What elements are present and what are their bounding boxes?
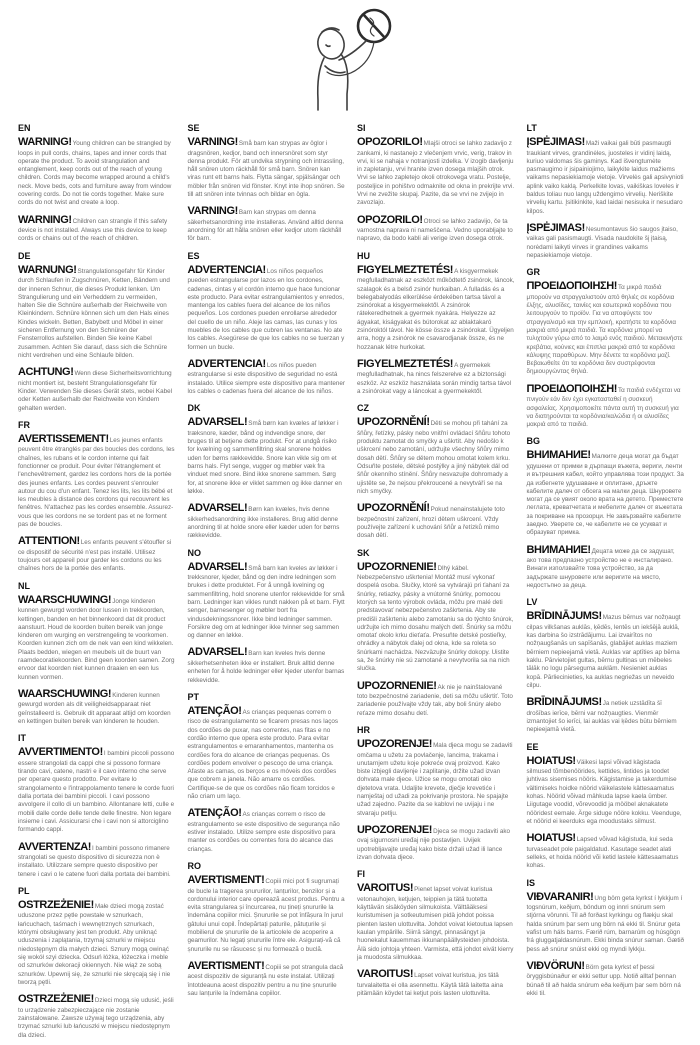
warning-paragraph bbox=[357, 679, 515, 718]
language-code: CZ bbox=[357, 403, 369, 414]
warning-paragraph bbox=[357, 823, 515, 862]
warning-paragraph bbox=[357, 135, 515, 208]
warning-text: Los niños pueden estrangularse si este dispositivo de seguridad no está instalado. Utilice siempre este dispositivo para mantener los cables o cadenas fuera del alcance de los niños. bbox=[187, 361, 345, 395]
language-code: BG bbox=[526, 436, 540, 447]
language-section-lt bbox=[527, 123, 685, 260]
language-code: SK bbox=[357, 547, 370, 558]
warning-text: Los niños pequeños pueden estrangularse por lazos en los cordones, cadenas, cintas y el cordón interno que hace funcionar este producto. Para evitar estrangulamientos y enredos, mantenga los cables fuera del alcance de los niños pequeños. Los cordones pueden enrollarse alrededor del cuello de un niño. Aleje las camas, las cunas y los muebles de los cables que cubren las ventanas. No ate los cables. Asegúrese de que los cables no se tuerzan y formen un bucle. bbox=[187, 267, 345, 351]
warning-text: Ja netiek uzstādīta šī drošības ierīce, bērni var nožņaugties. Vienmēr izmantojiet šo ierīci, lai auklas vai ķēdes būtu bērniem nepieejamā vietā. bbox=[526, 700, 677, 734]
language-code: ES bbox=[187, 250, 200, 261]
warning-paragraph bbox=[18, 745, 176, 834]
warning-text: Ak nie je nainštalované toto bezpečnostné zariadenie, deti sa môžu uškrtiť. Toto zariadenie používajte vždy tak, aby boli šnúry alebo reťaze mimo dosahu detí. bbox=[357, 683, 513, 717]
warning-keyword: OSTRZEŻENIE! bbox=[18, 898, 94, 911]
warning-keyword: ATTENTION! bbox=[18, 535, 80, 548]
language-code: DK bbox=[187, 403, 201, 414]
warning-keyword: AVVERTIMENTO! bbox=[18, 746, 103, 759]
warning-keyword: ACHTUNG! bbox=[18, 366, 74, 379]
language-section-it bbox=[18, 733, 176, 879]
language-section-fr bbox=[18, 420, 176, 574]
warning-text: Strangulationsgefahr für Kinder durch Schlaufen in Zugschnüren, Ketten, Bändern und der inneren Schnur, die dieses Produkt lenken. Um Strangulierung und ein Verheddern zu vermeiden, halten Sie die Schnüre außerhalb der Reichweite von Kleinkindern. Schnüre können sich um den Hals eines Kindes wickeln. Betten, Babybett und Möbel in einer sicheren Entfernung von den Schnüren der Fensterrollos aufstellen. Binden Sie keine Kabel zusammen. Achten Sie darauf, dass sich die Schnüre nicht verdrehen und eine Schlaufe bilden. bbox=[18, 267, 170, 359]
warning-paragraph bbox=[527, 890, 685, 954]
warning-keyword: VAROITUS! bbox=[357, 968, 414, 981]
language-code: LT bbox=[526, 123, 537, 133]
warning-text: Τα μικρά παιδιά μπορούν να στραγγαλιστούν από θηλιές σε κορδόνια έλξης, αλυσίδες, ταινίες και εσωτερικά κορδόνια που λειτουργούν το προϊόν. Για να αποφύγετε τον στραγγαλισμό και την εμπλοκή, κρατήστε τα κορδόνια μακριά από μικρά παιδιά. Τα κορδόνια μπορεί να τυλιχτούν γύρω από το λαιμό ενός παιδιού. Μετακινήστε κρεβάτια, κούνιες και έπιπλα μακριά από τα κορδόνια κάλυψης παραθύρων. Μην δένετε τα κορδόνια μαζί. Βεβαιωθείτε ότι τα κορδόνια δεν συστρέφονται δημιουργώντας θηλιά. bbox=[526, 284, 683, 376]
warning-text: Mlajši otroci se lahko zadavijo z zankami, ki nastanejo z vlečenjem vrvic, verig, trakov in vrvi, ki se nahaja v notranjosti izdelka. V izogib davljenju in zapletanju, vrvi hranite izven dosega mlajših otrok. Vrvi se lahko zapletejo okoli otrokovega vratu. Postelje, posteljice in pohištvo odmaknite od okna in prekrijte vrvi. Vrvi ne zvežite skupaj. Pazite, da se vrvi ne zvijejo in zavozlajo. bbox=[357, 140, 515, 207]
warning-paragraph bbox=[188, 204, 346, 243]
warning-text: Young children can be strangled by loops in pull cords, chains, tapes and inner cords that operate the product. To avoid strangulation and entanglement, keep cords out of the reach of young children. Cords may become wrapped around a child's neck. Move beds, cots and furniture away from window covering cords. Do not tie cords together. Make sure cords do not twist and create a loop. bbox=[18, 140, 172, 207]
warning-text: Mala djeca mogu se zadaviti omčama u užetu za povlačenje, lancima, trakama i unutarnjem užetu koje pokreće ovaj proizvod. Kako biste izbjegli davljenje i zaplitanje, držite užad izvan dohvata male djece. Užice se mogu omotati oko djetetova vrata. Udaljite krevete, dječje krevetiće i namještaj od užadi za pokrivanje prostora. Ne spajajte užad zajedno. Pazite da se kablovi ne uvijaju i ne stvaraju petlju. bbox=[357, 742, 513, 817]
warning-text: Lapsed võivad kägistuda, kui seda turvaseadet pole paigaldatud. Kasutage seadet alati selleks, et hoida nöörid või ketid lastele kättesaamatus kohas. bbox=[526, 836, 679, 870]
warning-text: Djeca se mogu zadaviti ako ovaj sigurnosni uređaj nije postavljen. Uvijek upotrebljavajte uređaj kako biste držali užad ili lance izvan dohvata djece. bbox=[357, 827, 511, 862]
warning-paragraph bbox=[527, 695, 685, 734]
language-code: NL bbox=[18, 580, 30, 591]
language-code: IS bbox=[526, 877, 536, 888]
warning-keyword: AVVERTENZA! bbox=[18, 840, 92, 853]
warning-paragraph bbox=[527, 448, 685, 537]
warning-keyword: UPOZORENJE! bbox=[357, 738, 433, 751]
warning-text: Copiii se pot strangula dacă acest dispozitiv de siguranță nu este instalat. Utilizați întotdeauna acest dispozitiv pentru a nu ține șnururile sau lanțurile la îndemâna copiilor. bbox=[187, 963, 344, 998]
warning-paragraph bbox=[527, 959, 685, 998]
warning-paragraph bbox=[527, 221, 685, 260]
language-grid bbox=[0, 114, 700, 1045]
language-code: LV bbox=[526, 597, 538, 608]
warning-paragraph bbox=[357, 415, 515, 496]
warning-keyword: ADVERTENCIA! bbox=[187, 263, 266, 276]
warning-paragraph bbox=[18, 534, 176, 573]
warning-text: Mazus bērnus var nožņaugt cilpas vilkšanas auklās, ķēdēs, lentēs un iekšējā auklā, kas darbina šo izstrādājumu. Lai izvairītos no nožņaugšanās un sapīšanās, glabājiet auklas maziem bērniem nepieejamā vietā. Auklas var aptīties ap bērna kaklu. Pārvietojiet gultas, bērnu gultiņas un mēbeles tālāk no logu pārseguma auklām. Nesieniet auklas kopā. Pārliecinieties, ka auklas negriežas un neveido cilpu. bbox=[526, 614, 681, 689]
warning-text: Lapset voivat kuristua, jos tätä turvalaitetta ei olla asennettu. Käytä tätä laitetta aina pitämään köydet tai ketjut pois lasten ulottuvilta. bbox=[357, 972, 503, 998]
warning-paragraph bbox=[357, 357, 515, 396]
warning-column bbox=[527, 116, 685, 1003]
warning-paragraph bbox=[357, 737, 515, 818]
warning-text: As crianças pequenas correm o risco de estrangulamento se ficarem presas nos laços dos cordões de puxar, nas correntes, nas fitas e no cordão interno que opera este produto. Para evitar estrangulamentos e emaranhamentos, mantenha os cordões fora do alcance de crianças pequenas. Os cordões podem envolver o pescoço de uma criança. Afaste as camas, os berços e os móveis dos cordões que cobrem a janela. Não amarre os cordões. Certifique-se de que os cordões não ficam torcidos e não criam um laço. bbox=[187, 708, 338, 801]
language-code: PT bbox=[187, 691, 200, 702]
language-section-no bbox=[188, 548, 346, 685]
warning-paragraph bbox=[357, 967, 515, 998]
warning-paragraph bbox=[357, 501, 515, 540]
warning-keyword: AVERTISMENT! bbox=[187, 959, 265, 972]
warning-keyword: HOIATUS! bbox=[526, 832, 576, 845]
warning-keyword: BRĪDINĀJUMS! bbox=[526, 696, 602, 709]
warning-keyword: WARNUNG! bbox=[18, 263, 77, 276]
warning-text: Små børn kan kvæles af løkker i træksnore, kæder, bånd og indvendige snore, der bruges til at betjene dette produkt. For at undgå risiko for kvælning og sammenfiltring skal snorene holdes uden for børns rækkevidde. Snore kan vikle sig om et barns hals. Flyt senge, vugger og møbler væk fra vinduet med snore. Bind ikke snorene sammen. Sørg for, at snorene ikke er viklet sammen og ikke danner en løkke. bbox=[187, 420, 342, 495]
warning-text: Ung börn geta kyrkst í lykkjum í togsnúrum, keðjum, böndum og innri snúrum sem stjórna vörunni. Til að forðast kyrkingu og flækju skal halda snúrum þar sem ung börn ná ekki til. Snúrur geta vafist um háls barns. Færið rúm, barnarúm og húsgögn frá gluggatjaldasnúrum. Ekki binda snúrur saman. Gætið þess að snúrur snúist ekki og myndi lykkju. bbox=[526, 894, 685, 953]
warning-paragraph bbox=[18, 992, 176, 1040]
warning-text: Les enfants peuvent s'étouffer si ce dispositif de sécurité n'est pas installé. Utilisez toujours cet appareil pour garder les cordons ou les chaînes hors de la portée des enfants. bbox=[18, 539, 172, 573]
warning-keyword: WARNING! bbox=[18, 213, 72, 226]
language-section-is bbox=[527, 878, 685, 999]
warning-keyword: ADVARSEL! bbox=[187, 646, 248, 659]
warning-keyword: VAROITUS! bbox=[357, 882, 414, 895]
language-section-es bbox=[188, 251, 346, 397]
language-code: IT bbox=[18, 733, 26, 744]
warning-keyword: ADVARSEL! bbox=[187, 502, 248, 515]
warning-keyword: VARNING! bbox=[187, 205, 238, 218]
language-section-si bbox=[357, 123, 515, 244]
warning-text: Børn kan kvæles, hvis denne sikkerhedsanordning ikke installeres. Brug altid denne anordning til at holde snore eller kæder uden for børns rækkevidde. bbox=[187, 506, 340, 540]
warning-paragraph bbox=[527, 279, 685, 376]
warning-keyword: UPOZORENJE! bbox=[357, 823, 433, 836]
warning-column bbox=[18, 116, 176, 1045]
warning-paragraph bbox=[188, 501, 346, 540]
warning-keyword: VIÐVARANIR! bbox=[526, 890, 594, 903]
language-section-de bbox=[18, 251, 176, 413]
warning-text: Väikesi lapsi võivad kägistada silmused tõmbenöörides, kettides, lintides ja toodet juhtivas sisemises nööris. Kägistamise ja takerdumise vältimiseks hoidke nöörid väikelastele kättesaamatus kohas. Nöörid võivad mähkuda lapse kaela ümber. Liigutage voodid, võrevoodid ja mööbel aknakatete nööridest eemale. Ärge siduge nööre kokku. Veenduge, et nöörid ei keerduks ega moodustaks silmust. bbox=[526, 758, 682, 825]
warning-keyword: BRĪDINĀJUMS! bbox=[526, 610, 602, 623]
warning-text: Децата може да се задушат, ако това предпазно устройство не е инсталирано. Винаги използвайте това устройство, за да задържате шнуровете или веригите на място, недостъпно за деца. bbox=[526, 547, 675, 590]
warning-paragraph bbox=[357, 881, 515, 962]
warning-keyword: AVERTISMENT! bbox=[187, 874, 265, 887]
warning-paragraph bbox=[527, 382, 685, 430]
language-section-ro bbox=[188, 861, 346, 998]
language-code: SE bbox=[187, 123, 200, 133]
warning-keyword: ATENÇÃO! bbox=[187, 704, 242, 717]
warning-paragraph bbox=[188, 415, 346, 496]
warning-keyword: WARNING! bbox=[18, 136, 72, 148]
warning-text: A kisgyermekek megfulladhatnak az eszközt működtető zsinórok, láncok, szalagok és a belső zsinór hurkaiban. A fulladás és a belegabalyodás elkerülése érdekében tartsa távol a zsinórokat a kisgyermekektől. A zsinórok rátekeredhetnek a gyermek nyakára. Helyezze az ágyakat, kiságyakat és bútorokat az ablaktakaró zsinóroktól távol. Ne kösse össze a zsinórokat. Ügyeljen arra, hogy a zsinórok ne csavarodjanak össze, és ne hozzanak létre hurkokat. bbox=[357, 267, 515, 351]
warning-keyword: ΠΡΟΕΙΔΟΠΟΙΗΣΗ! bbox=[526, 382, 618, 395]
warning-text: Pokud nenainstalujete toto bezpečnostní zařízení, hrozí dětem uškrcení. Vždy používejte zařízení k uchování šňůr a řetízků mimo dosah dětí. bbox=[357, 506, 505, 540]
warning-keyword: ADVARSEL! bbox=[187, 560, 248, 573]
warning-paragraph bbox=[18, 365, 176, 413]
warning-text: Małe dzieci mogą zostać uduszone przez pętle powstałe w sznurkach, łańcuchach, taśmach i wewnętrznych sznurkach, którymi obsługiwany jest ten produkt. Aby uniknąć uduszenia i zaplątania, trzymaj sznurki w miejscu niedostępnym dla małych dzieci. Sznury mogą owinąć się wokół szyi dziecka. Odsuń łóżka, łóżeczka i meble od sznurków dekoracji okiennych. Nie wiąż ze sobą sznurków. Upewnij się, że sznurki nie skręcają się i nie tworzą pętli. bbox=[18, 902, 171, 986]
prohibition-icon bbox=[358, 10, 390, 42]
language-section-ee bbox=[527, 742, 685, 871]
warning-paragraph bbox=[527, 754, 685, 827]
warning-keyword: UPOZORNĚNÍ! bbox=[357, 502, 430, 515]
warning-keyword: ATENÇÃO! bbox=[187, 807, 242, 820]
warning-text: Kinderen kunnen gewurgd worden als dit veiligheidsapparaat niet geïnstalleerd is. Gebruik dit apparaat altijd om koorden en kettingen buiten bereik van kinderen te houden. bbox=[18, 691, 171, 726]
language-section-sk bbox=[357, 548, 515, 718]
warning-keyword: AVERTISSEMENT! bbox=[18, 432, 109, 445]
language-section-lv bbox=[527, 597, 685, 734]
language-code: SI bbox=[357, 123, 366, 133]
warning-paragraph bbox=[18, 432, 176, 529]
language-section-gr bbox=[527, 267, 685, 429]
warning-paragraph bbox=[18, 263, 176, 360]
warning-keyword: HOIATUS! bbox=[526, 754, 576, 767]
language-section-fi bbox=[357, 869, 515, 998]
warning-text: Dzieci mogą się udusić, jeśli to urządzenie zabezpieczające nie zostanie zainstalowane. Zawsze używaj tego urządzenia, aby trzymać sznurki lub łańcuszki w miejscu niedostępnym dla dzieci. bbox=[18, 997, 174, 1039]
warning-paragraph bbox=[188, 135, 346, 199]
language-code: GR bbox=[526, 267, 540, 278]
language-section-bg bbox=[527, 436, 685, 590]
hazard-illustration bbox=[0, 0, 700, 114]
warning-text: Barn kan kveles hvis denne sikkerhetsenheten ikke er installert. Bruk alltid denne enheten for å holde ledninger eller kjeder utenfor barnas rekkevidde. bbox=[187, 650, 345, 684]
language-code: HR bbox=[357, 725, 370, 736]
warning-paragraph bbox=[188, 560, 346, 641]
warning-paragraph bbox=[18, 898, 176, 987]
warning-text: Små barn kan kveles av løkker i trekksnorer, kjeder, bånd og den indre ledningen som brukes i dette produktet. For å unngå kvelning og sammenfiltring, hold snorene utenfor rekkevidde for små barn. Ledninger kan vikles rundt nakken på et barn. Flytt senger, barnesenger og møbler bort fra vindusdekningssnorer. Ikke bind ledninger sammen. Forsikre deg om at ledninger ikke tvinner seg sammen og danner en løkke. bbox=[187, 564, 345, 640]
warning-text: Maži vaikai gali būti pasmaugti traukiant virves, grandinėles, juosteles ir vidinį laidą, kuriuo valdomas šis gaminys. Kad išvengtumėte pasmaugimo ir įsipainiojimo, laikykite laidus mažiems vaikams nepasiekiamoje vietoje. Virvelės gali apsivynioti aplink vaiko kaklą. Perkelkite lovas, vaikiškas loveles ir baldus toliau nuo langų uždengimo virvelių. Neriškite virvelių kartu. Įsitikinkite, kad laidai nesisuka ir nesudaro kilpos. bbox=[526, 140, 684, 215]
warning-text: Les jeunes enfants peuvent être étranglés par des boucles des cordons, les chaînes, les rubans et le cordon interne qui fait fonctionner ce produit. Pour éviter l'étranglement et l'enchevêtrement, gardez les cordons hors de la portée des jeunes enfants. Les cordes peuvent s'enrouler autour du cou d'un enfant. Tenez les lits, les lits bébé et les meubles à distance des cordons qui recouvrent les fenêtres. N'attachez pas les cordes ensemble. Assurez-vous que les cordons ne se tordent pas et ne forment pas de boucles. bbox=[18, 436, 175, 529]
language-section-se bbox=[188, 123, 346, 244]
warning-keyword: ADVERTENCIA! bbox=[187, 357, 266, 370]
language-code: FI bbox=[357, 869, 365, 880]
language-code: EN bbox=[18, 123, 31, 133]
language-code: PL bbox=[18, 885, 30, 896]
warning-text: Pienet lapset voivat kuristua vetonauhojen, ketjujen, teippien ja tätä tuotetta käyttävän sisäköyden silmukoista. Välttääksesi kuristumisen ja sotkeutumisen pidä johdot poissa pienten lasten ulottuvilta. Johdot voivat kietoutua lapsen kaulan ympärille. Siirrä sängyt, pinnasängyt ja huonekalut kauemmas ikkunanpäällysteiden johdoista. Älä sido johtoja yhteen. Varmista, että johdot eivät kierry ja muodosta silmukkaa. bbox=[357, 886, 514, 961]
language-code: NO bbox=[187, 547, 201, 558]
warning-keyword: VARNING! bbox=[187, 136, 238, 148]
warning-text: I bambini piccoli possono essere strangolati da cappi che si possono formare tirando cavi, catene, nastri e il cavo interno che serve per operare questo prodotto. Per evitare lo strangolamento e l'intrappolamento tenere le corde fuori dalla portata dei bambini piccoli. I cavi possono avvolgere il collo di un bambino. Allontanare letti, culle e mobili dalle corde delle tende delle finestre. Non legare insieme i cavi. Assicurarsi che i cavi non si attorciglino formando cappi. bbox=[18, 750, 175, 834]
warning-paragraph bbox=[357, 560, 515, 674]
warning-keyword: ĮSPĖJIMAS! bbox=[526, 221, 585, 234]
warning-text: Jonge kinderen kunnen gewurgd worden door lussen in trekkoorden, kettingen, banden en het binnenkoord dat dit product aanstuurt. Houd de koorden buiten bereik van jonge kinderen om wurging en verstrengeling te voorkomen. Koorden kunnen zich om de nek van een kind wikkelen. Plaats bedden, wiegen en meubels uit de buurt van raamdecoratiekoorden. Bind geen koorden samen. Zorg ervoor dat koorden niet kunnen draaien en een lus kunnen vormen. bbox=[18, 597, 175, 681]
warning-paragraph bbox=[188, 704, 346, 801]
warning-paragraph bbox=[18, 687, 176, 726]
warning-text: Children can strangle if this safety device is not installed. Always use this device to keep cords or chains out of the reach of children. bbox=[18, 217, 168, 243]
warning-paragraph bbox=[357, 263, 515, 352]
warning-text: Děti se mohou při tahání za šňůry, řetízky, pásky nebo vnitřní ovládací šňůru tohoto produktu zamotat do smyčky a uškrtit. Aby nedošlo k uškrcení nebo zamotání, udržujte všechny šňůry mimo dosah dětí. Šňůry se dětem mohou omotat kolem krku. Odsuňte postele, dětské postýlky a jiný nábytek dál od šňůr okenního stínění. Šňůry nesvazujte dohromady a ujistěte se, že nejsou překroucené a nevytváří se na nich smyčky. bbox=[357, 420, 511, 495]
warning-paragraph bbox=[18, 840, 176, 879]
warning-text: Малките деца могат да бъдат удушени от примки в дърпащи въжета, вериги, ленти и вътрешния кабел, който управлява този продукт. За да избегнете удушаване и оплитане, дръжте кабелите далеч от обсега на малки деца. Шнуровете могат да се увият около врата на детето. Преместете леглата, креватчетата и мебелите далеч от въжетата за покриване на прозорци. Не завързвайте кабелите заедно. Уверете се, че кабелите не се усукват и образуват примка. bbox=[526, 453, 684, 537]
warning-keyword: UPOZORNENIE! bbox=[357, 679, 437, 692]
warning-text: Copiii mici pot fi sugrumați de bucle la tragerea șnururilor, lanțurilor, benzilor și a cordonului interior care operează acest produs. Pentru a evita strangularea și încurcarea, nu țineți șnururile la îndemâna copiilor mici. Șnururile se pot înfășura în jurul gâtului unui copil. Îndepărtați paturile, pătuțurile și mobilierul de șnururile de la articolele de acoperire a geamurilor. Nu legați șnururile între ele. Asigurați-vă că șnururile nu se răsucesc și nu formează o buclă. bbox=[187, 878, 345, 953]
warning-text: A gyermekek megfulladhatnak, ha nincs felszerelve ez a biztonsági eszköz. Az eszköz használata során mindig tartsa távol a zsinórokat vagy a láncokat a gyermekektől. bbox=[357, 361, 511, 395]
warning-keyword: OPOZORILO! bbox=[357, 213, 423, 226]
warning-column bbox=[357, 116, 515, 1003]
warning-paragraph bbox=[18, 593, 176, 682]
warning-keyword: ВНИМАНИЕ! bbox=[526, 543, 591, 556]
warning-keyword: FIGYELMEZTETÉS! bbox=[357, 357, 454, 370]
warning-keyword: ĮSPĖJIMAS! bbox=[526, 136, 585, 148]
warning-text: Dlhý kábel. Nebezpečenstvo uškrtenia! Montáž musí vykonať dospelá osoba. Slučky, ktoré sa vytvárajú pri ťahaní za šnúrky, retiazky, pásky a vnútorné šnúrky, pomocou ktorých sa tento výrobok ovláda, môžu pre malé deti predstavovať nebezpečenstvo zaškrtenia. Aby ste predišli zaškrteniu alebo zamotaniu sa do týchto šnúrok, udržujte ich mimo dosahu malých detí. Šnúrky sa môžu omotať okolo krku dieťaťa. Presuňte detské postieľky, ohrádky a nábytok ďalej od okna, kde sa roleta so šnúrkami nachádza. Nezväzujte šnúrky dokopy. Uistite sa, že šnúrky nie sú zamotané a nevytvorila sa na nich slučka. bbox=[357, 564, 514, 673]
language-section-hu bbox=[357, 251, 515, 397]
language-section-pt bbox=[188, 692, 346, 854]
warning-keyword: UPOZORNĚNÍ! bbox=[357, 416, 430, 429]
warning-paragraph bbox=[188, 873, 346, 954]
language-section-en bbox=[18, 123, 176, 244]
language-code: RO bbox=[187, 861, 201, 872]
language-section-hr bbox=[357, 725, 515, 862]
warning-paragraph bbox=[188, 645, 346, 684]
warning-keyword: ΠΡΟΕΙΔΟΠΟΙΗΣΗ! bbox=[526, 280, 618, 293]
warning-paragraph bbox=[527, 543, 685, 591]
child-cord-strangulation-illustration bbox=[275, 4, 425, 112]
warning-text: Barn kan strypas om denna säkerhetsanordning inte installeras. Använd alltid denna anordning för att hålla snören eller kedjor utom räckhåll för barn. bbox=[187, 209, 344, 243]
warning-text: Börn geta kyrkst ef þessi öryggisbúnaður er ekki settur upp. Notið alltaf þennan búnað til að halda snúrum eða keðjum þar sem börn ná ekki til. bbox=[526, 963, 681, 998]
warning-paragraph bbox=[18, 135, 176, 208]
language-code: EE bbox=[526, 741, 539, 752]
warning-text: I bambini possono rimanere strangolati se questo dispositivo di sicurezza non è installato. Utilizzare sempre questo dispositivo per tenere i cavi o le catene fuori dalla portata dei bambini. bbox=[18, 844, 171, 878]
warning-paragraph bbox=[18, 213, 176, 244]
warning-column bbox=[188, 116, 346, 1003]
warning-paragraph bbox=[188, 357, 346, 396]
language-code: FR bbox=[18, 419, 30, 430]
language-section-pl bbox=[18, 886, 176, 1040]
warning-paragraph bbox=[357, 213, 515, 244]
warning-paragraph bbox=[527, 609, 685, 690]
language-section-nl bbox=[18, 581, 176, 727]
warning-paragraph bbox=[527, 831, 685, 870]
warning-keyword: UPOZORNENIE! bbox=[357, 560, 437, 573]
warning-keyword: FIGYELMEZTETÉS! bbox=[357, 263, 454, 276]
warning-text: Otroci se lahko zadavijo, če ta varnostna naprava ni nameščena. Vedno uporabljajte to napravo, da bodo kabli ali verige izven dosega otrok. bbox=[357, 217, 513, 243]
warning-paragraph bbox=[188, 959, 346, 998]
language-section-dk bbox=[188, 403, 346, 540]
warning-keyword: ВНИМАНИЕ! bbox=[526, 449, 591, 462]
warning-keyword: ADVARSEL! bbox=[187, 416, 248, 429]
warning-keyword: VIÐVÖRUN! bbox=[526, 959, 585, 972]
language-code: HU bbox=[357, 250, 370, 261]
warning-paragraph bbox=[188, 263, 346, 352]
warning-paragraph bbox=[527, 135, 685, 216]
warning-keyword: WAARSCHUWING! bbox=[18, 687, 112, 700]
warning-text: Wenn diese Sicherheitsvorrichtung nicht montiert ist, besteht Strangulationsgefahr für Kinder. Verwenden Sie dieses Gerät stets, wobei Kabel oder Ketten außerhalb der Reichweite von Kindern gehalten werden. bbox=[18, 370, 173, 412]
warning-text: Små barn kan strypas av öglor i dragsnören, kedjor, band och innersnöret som styr denna produkt. För att undvika strypning och intrassling, håll snören utom räckhåll för små barn. Snören kan viras runt ett barns hals. Flytta sängar, spjälsängar och möbler från snören vid fönster. Knyt inte ihop snören. Se till att snören inte tvinnas och bildar en ögla. bbox=[187, 140, 345, 198]
warning-text: Nesumontavus šio saugos įtaiso, vaikas gali pasismaugti. Visada naudokite šį įtaisą, norėdami laikyti virves ir grandines vaikams nepasiekiamoje vietoje. bbox=[526, 225, 678, 259]
warning-text: As crianças correm o risco de estrangulamento se este dispositivo de segurança não estiver instalado. Utilize sempre este dispositivo para manter os cordões ou correntes fora do alcance das crianças. bbox=[187, 811, 340, 853]
language-code: DE bbox=[18, 250, 31, 261]
warning-keyword: OSTRZEŻENIE! bbox=[18, 993, 94, 1006]
warning-keyword: WAARSCHUWING! bbox=[18, 593, 112, 606]
warning-paragraph bbox=[188, 806, 346, 854]
language-section-cz bbox=[357, 403, 515, 540]
warning-keyword: OPOZORILO! bbox=[357, 136, 423, 148]
warning-text: Τα παιδιά ενδέχεται να πνιγούν εάν δεν έχει εγκατασταθεί η συσκευή ασφαλείας. Χρησιμοποιείτε πάντα αυτή τη συσκευή για να διατηρούνται τα κορδόνια/καλώδια ή οι αλυσίδες μακριά από τα παιδιά. bbox=[526, 386, 681, 429]
